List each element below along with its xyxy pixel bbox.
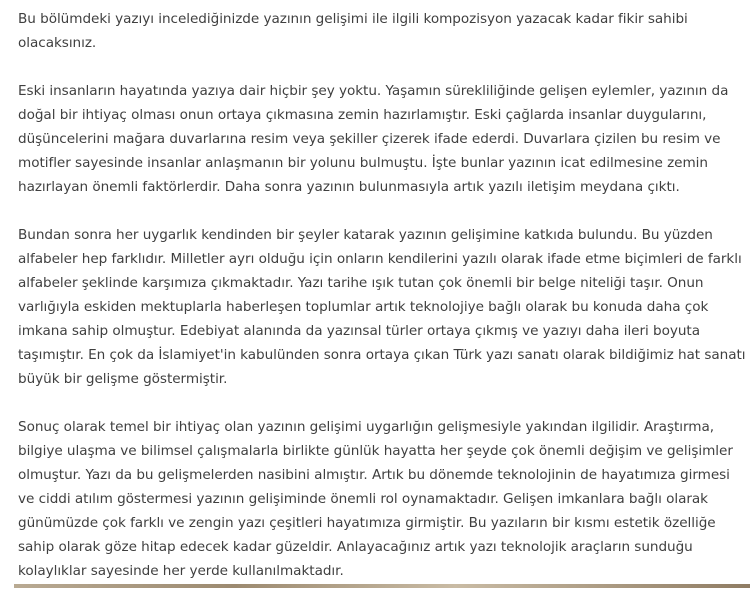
paragraph-civilizations: Bundan sonra her uygarlık kendinden bir şeyler katarak yazının gelişimine katkıda bulundu. Bu yüzden alfabeler hep farklıdır. Milletler ayrı olduğu için onların kendilerini yazılı olarak ifade etme biçimleri de farklı alfabeler şeklinde karşımıza çıkmaktadır. Yazı tarihe ışık tutan çok önemli bir belge niteliği taşır. Onun varlığıyla eskiden mektuplarla haberleşen toplumlar artık teknolojiye bağlı olarak bu konuda daha çok imkana sahip olmuştur. Edebiyat alanında da yazınsal türler ortaya çıkmış ve yazıyı daha ileri boyuta taşımıştır. En çok da İslamiyet'in kabulünden sonra ortaya çıkan Türk yazı sanatı olarak bildiğimiz hat sanatı büyük bir gelişme göstermiştir.	[18, 227, 746, 387]
image-edge	[14, 584, 750, 588]
paragraph-early-history: Eski insanların hayatında yazıya dair hiçbir şey yoktu. Yaşamın sürekliliğinde gelişen eylemler, yazının da doğal bir ihtiyaç olması onun ortaya çıkmasına zemin hazırlamıştır. Eski çağlarda insanlar duygularını, düşüncelerini mağara duvarlarına resim veya şekiller çizerek ifade ederdi. Duvarlara çizilen bu resim ve motifler sayesinde insanlar anlaşmanın bir yolunu bulmuştu. İşte bunlar yazının icat edilmesine zemin hazırlayan önemli faktörlerdir. Daha sonra yazının bulunmasıyla artık yazılı iletişim meydana çıktı.	[18, 83, 729, 195]
paragraph-conclusion: Sonuç olarak temel bir ihtiyaç olan yazının gelişimi uygarlığın gelişmesiyle yakından ilgilidir. Araştırma, bilgiye ulaşma ve bilimsel çalışmalarla birlikte günlük hayatta her şeyde çok önemli değişim ve gelişimler olmuştur. Yazı da bu gelişmelerden nasibini almıştır. Artık bu dönemde teknolojinin de hayatımıza girmesi ve ciddi atılım göstermesi yazının gelişiminde önemli rol oynamaktadır. Gelişen imkanlara bağlı olarak günümüzde çok farklı ve zengin yazı çeşitleri hayatımıza girmiştir. Bu yazıların bir kısmı estetik özelliğe sahip olarak göze hitap edecek kadar güzeldir. Anlayacağınız artık yazı teknolojik araçların sunduğu kolaylıklar sayesinde her yerde kullanılmaktadır.	[18, 419, 733, 579]
article-body	[18, 7, 750, 607]
intro-paragraph: Bu bölümdeki yazıyı incelediğinizde yazının gelişimi ile ilgili kompozisyon yazacak kadar fikir sahibi olacaksınız.	[18, 11, 688, 51]
